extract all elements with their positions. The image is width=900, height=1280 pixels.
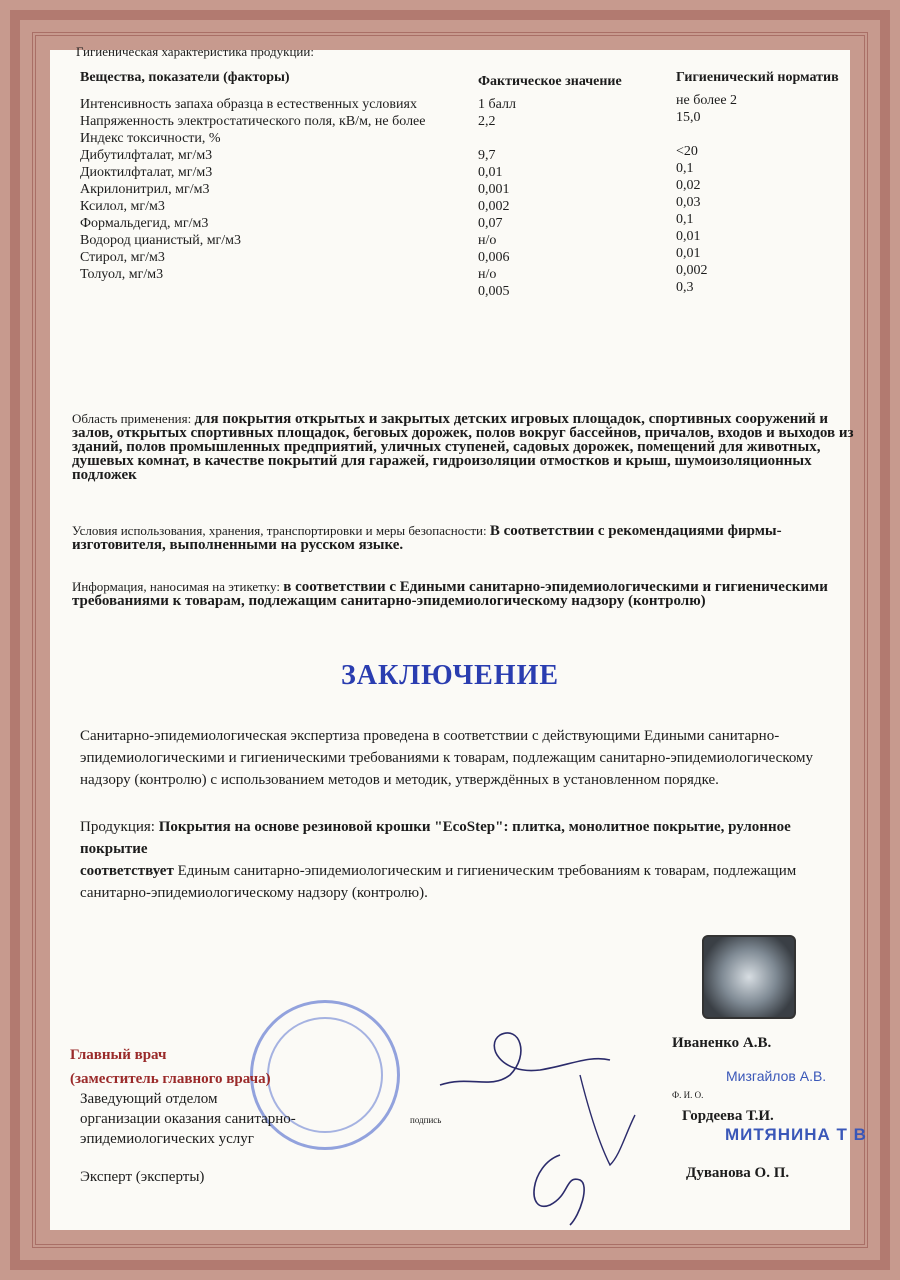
actual-value: 1 балл — [478, 97, 516, 112]
conclusion-text: Санитарно-эпидемиологическая экспертиза проведена в соответствии с действующими Едиными санитарно-эпидемиологическими и гигиеническими требованиями к товарам, подлежащим санитарно-эпидемиологическому надзору (контролю) с использованием методов и методик, утверждённых в установленном порядке. — [80, 728, 814, 788]
scope-paragraph — [72, 412, 872, 482]
substance-row: Акрилонитрил, мг/м3 — [80, 182, 210, 197]
substance-row: Напряженность электростатического поля, кВ/м, не более — [80, 114, 426, 129]
actual-values — [478, 96, 516, 300]
product-label: Продукция: — [80, 819, 155, 835]
labeling-paragraph — [72, 580, 872, 608]
substance-row: Индекс токсичности, % — [80, 131, 221, 146]
scope-label: Область применения: — [72, 411, 192, 426]
name-chief: Иваненко А.В. — [672, 1035, 772, 1051]
handwritten-signatures — [430, 1015, 660, 1235]
signature-caption: подпись — [410, 1115, 442, 1125]
norm-value: не более 2 — [676, 93, 738, 108]
norm-value: 0,3 — [676, 280, 694, 295]
product-paragraph — [80, 816, 860, 904]
scope-text: для покрытия открытых и закрытых детских игровых площадок, спортивных сооружений и залов, открытых спортивных площадок, беговых дорожек, полов вокруг бассейнов, причалов, входов и выходов из зданий, полов промышленных предприятий, уличных ступеней, садовых дорожек, помещений для животных, душевых комнат, в качестве покрытий для гаражей, гидроизоляции отмостков и крыш, шумоизоляционных подложек — [72, 411, 854, 483]
substance-row: Стирол, мг/м3 — [80, 250, 165, 265]
signatory-titles — [70, 1045, 296, 1187]
head-dept-line-2: организации оказания санитарно- — [80, 1111, 296, 1127]
norm-value: 0,1 — [676, 161, 694, 176]
norm-value — [676, 126, 737, 143]
norm-value: 0,03 — [676, 195, 701, 210]
substance-row: Интенсивность запаха образца в естественных условиях — [80, 97, 417, 112]
conditions-label: Условия использования, хранения, транспортировки и меры безопасности: — [72, 523, 487, 538]
product-name: Покрытия на основе резиновой крошки "EcoStep": плитка, монолитное покрытие, рулонное покрытие — [80, 819, 791, 857]
stamp-head: МИТЯНИНА Т В — [725, 1125, 867, 1144]
norm-value: 0,01 — [676, 229, 701, 244]
substance-row: Диоктилфталат, мг/м3 — [80, 165, 213, 180]
chief-doctor-label: Главный врач — [70, 1047, 167, 1063]
norm-value: 0,01 — [676, 246, 701, 261]
substance-row: Формальдегид, мг/м3 — [80, 216, 209, 231]
hologram-seal — [702, 935, 796, 1019]
conclusion-title: ЗАКЛЮЧЕНИЕ — [340, 660, 560, 691]
verdict-text: Единым санитарно-эпидемиологическим и гигиеническим требованиям к товарам, подлежащим санитарно-эпидемиологическому надзору (контролю). — [80, 863, 797, 901]
norm-value: <20 — [676, 144, 698, 159]
name-head: Гордеева Т.И. — [682, 1108, 774, 1124]
actual-value: н/о — [478, 267, 497, 282]
name-expert: Дуванова О. П. — [686, 1165, 790, 1181]
actual-value: н/о — [478, 233, 497, 248]
labeling-text: в соответствии с Едиными санитарно-эпидемиологическими и гигиеническими требованиями к товарам, подлежащим санитарно-эпидемиологическому надзору (контролю) — [72, 579, 828, 609]
norm-values — [676, 92, 737, 296]
substance-row: Водород цианистый, мг/м3 — [80, 233, 242, 248]
conditions-text: В соответствии с рекомендациями фирмы-изготовителя, выполненными на русском языке. — [72, 523, 782, 553]
norm-value: 0,02 — [676, 178, 701, 193]
actual-value: 2,2 — [478, 114, 496, 129]
substance-row: Толуол, мг/м3 — [80, 267, 164, 282]
actual-value: 0,002 — [478, 199, 510, 214]
head-dept-line-1: Заведующий отделом — [80, 1091, 218, 1107]
actual-value: 0,001 — [478, 182, 510, 197]
stamp-chief: Мизгайлов А.В. — [726, 1068, 827, 1084]
verdict-word: соответствует — [80, 863, 174, 879]
actual-value: 9,7 — [478, 148, 496, 163]
actual-value — [478, 130, 516, 147]
substance-row: Ксилол, мг/м3 — [80, 199, 165, 214]
deputy-label: (заместитель главного врача) — [70, 1071, 271, 1087]
substance-names — [80, 96, 450, 283]
actual-value: 0,07 — [478, 216, 503, 231]
actual-value: 0,005 — [478, 284, 510, 299]
norm-value: 0,002 — [676, 263, 708, 278]
norm-value: 0,1 — [676, 212, 694, 227]
actual-value: 0,01 — [478, 165, 503, 180]
head-dept-line-3: эпидемиологических услуг — [80, 1131, 254, 1147]
expert-label: Эксперт (эксперты) — [80, 1169, 205, 1185]
hygiene-intro: Гигиеническая характеристика продукции: — [76, 44, 314, 59]
header-substances: Вещества, показатели (факторы) — [80, 70, 290, 85]
fio-label: Ф. И. О. — [672, 1090, 704, 1100]
norm-value: 15,0 — [676, 110, 701, 125]
header-actual: Фактическое значение — [478, 74, 622, 89]
substance-row: Дибутилфталат, мг/м3 — [80, 148, 213, 163]
header-norm: Гигиенический норматив — [676, 70, 839, 85]
actual-value: 0,006 — [478, 250, 510, 265]
labeling-label: Информация, наносимая на этикетку: — [72, 579, 280, 594]
conditions-paragraph — [72, 524, 872, 552]
